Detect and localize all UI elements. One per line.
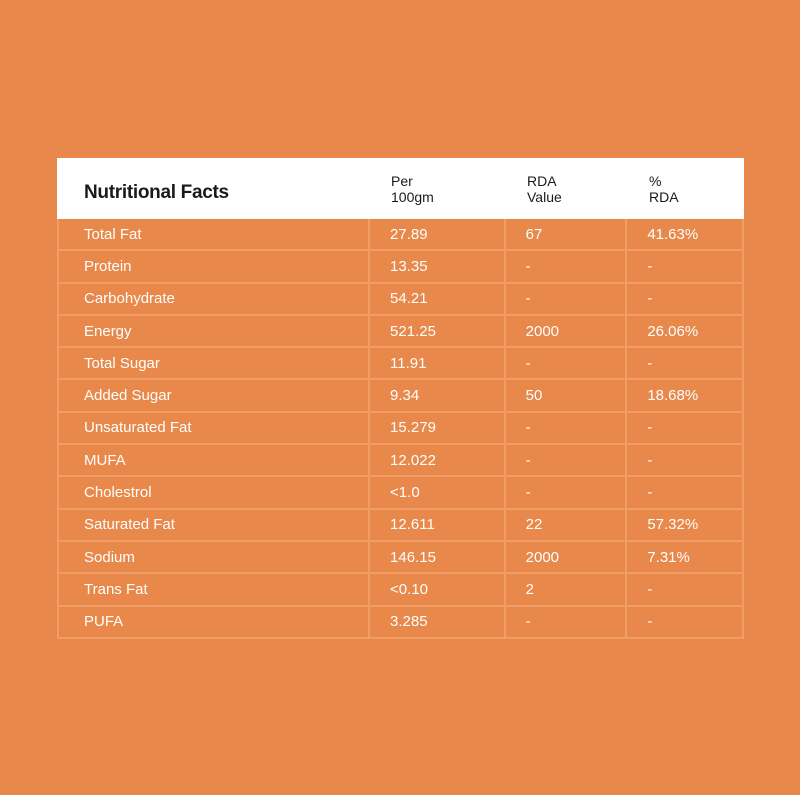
table-row	[59, 510, 744, 542]
nutrient-name: MUFA	[59, 445, 370, 475]
rda-value: 2	[506, 574, 628, 604]
per-100gm-value: 9.34	[370, 380, 506, 410]
table-row	[59, 251, 744, 283]
nutrient-name: Total Sugar	[59, 348, 370, 378]
percent-rda: -	[627, 477, 744, 507]
per-100gm-value: <1.0	[370, 477, 506, 507]
table-title: Nutritional Facts	[84, 182, 229, 203]
nutrient-name: Carbohydrate	[59, 284, 370, 314]
nutrient-name: Saturated Fat	[59, 510, 370, 540]
rda-value: 2000	[506, 316, 628, 346]
percent-rda: -	[627, 607, 744, 637]
nutrition-table	[57, 158, 744, 639]
percent-rda: -	[627, 251, 744, 281]
table-header	[57, 158, 744, 219]
per-100gm-value: 11.91	[370, 348, 506, 378]
rda-value: -	[506, 607, 628, 637]
rda-value: -	[506, 413, 628, 443]
nutrient-name: Protein	[59, 251, 370, 281]
nutrient-name: Sodium	[59, 542, 370, 572]
rda-value: 67	[506, 219, 628, 249]
nutrient-name: Energy	[59, 316, 370, 346]
per-100gm-value: 146.15	[370, 542, 506, 572]
per-100gm-value: 3.285	[370, 607, 506, 637]
rda-value: 2000	[506, 542, 628, 572]
table-row	[59, 219, 744, 251]
percent-rda: -	[627, 413, 744, 443]
column-header-per-100gm: Per 100gm	[391, 173, 434, 205]
rda-value: -	[506, 348, 628, 378]
per-100gm-value: 13.35	[370, 251, 506, 281]
per-100gm-value: 12.611	[370, 510, 506, 540]
percent-rda: -	[627, 348, 744, 378]
table-body	[57, 219, 744, 639]
rda-value: -	[506, 284, 628, 314]
percent-rda: 57.32%	[627, 510, 744, 540]
column-header-rda-value: RDA Value	[527, 173, 562, 205]
table-row	[59, 380, 744, 412]
percent-rda: 26.06%	[627, 316, 744, 346]
percent-rda: 18.68%	[627, 380, 744, 410]
table-row	[59, 316, 744, 348]
rda-value: 22	[506, 510, 628, 540]
table-row	[59, 445, 744, 477]
table-row	[59, 574, 744, 606]
table-row	[59, 413, 744, 445]
percent-rda: 7.31%	[627, 542, 744, 572]
per-100gm-value: 12.022	[370, 445, 506, 475]
rda-value: -	[506, 251, 628, 281]
table-row	[59, 348, 744, 380]
nutrient-name: Total Fat	[59, 219, 370, 249]
per-100gm-value: 27.89	[370, 219, 506, 249]
percent-rda: -	[627, 574, 744, 604]
table-row	[59, 607, 744, 639]
percent-rda: -	[627, 445, 744, 475]
nutrient-name: PUFA	[59, 607, 370, 637]
nutrient-name: Added Sugar	[59, 380, 370, 410]
nutrient-name: Trans Fat	[59, 574, 370, 604]
nutrient-name: Unsaturated Fat	[59, 413, 370, 443]
per-100gm-value: <0.10	[370, 574, 506, 604]
rda-value: -	[506, 477, 628, 507]
percent-rda: -	[627, 284, 744, 314]
nutrient-name: Cholestrol	[59, 477, 370, 507]
per-100gm-value: 521.25	[370, 316, 506, 346]
rda-value: 50	[506, 380, 628, 410]
table-row	[59, 542, 744, 574]
rda-value: -	[506, 445, 628, 475]
percent-rda: 41.63%	[627, 219, 744, 249]
table-row	[59, 477, 744, 509]
table-row	[59, 284, 744, 316]
column-header-percent-rda: % RDA	[649, 173, 679, 205]
per-100gm-value: 15.279	[370, 413, 506, 443]
per-100gm-value: 54.21	[370, 284, 506, 314]
